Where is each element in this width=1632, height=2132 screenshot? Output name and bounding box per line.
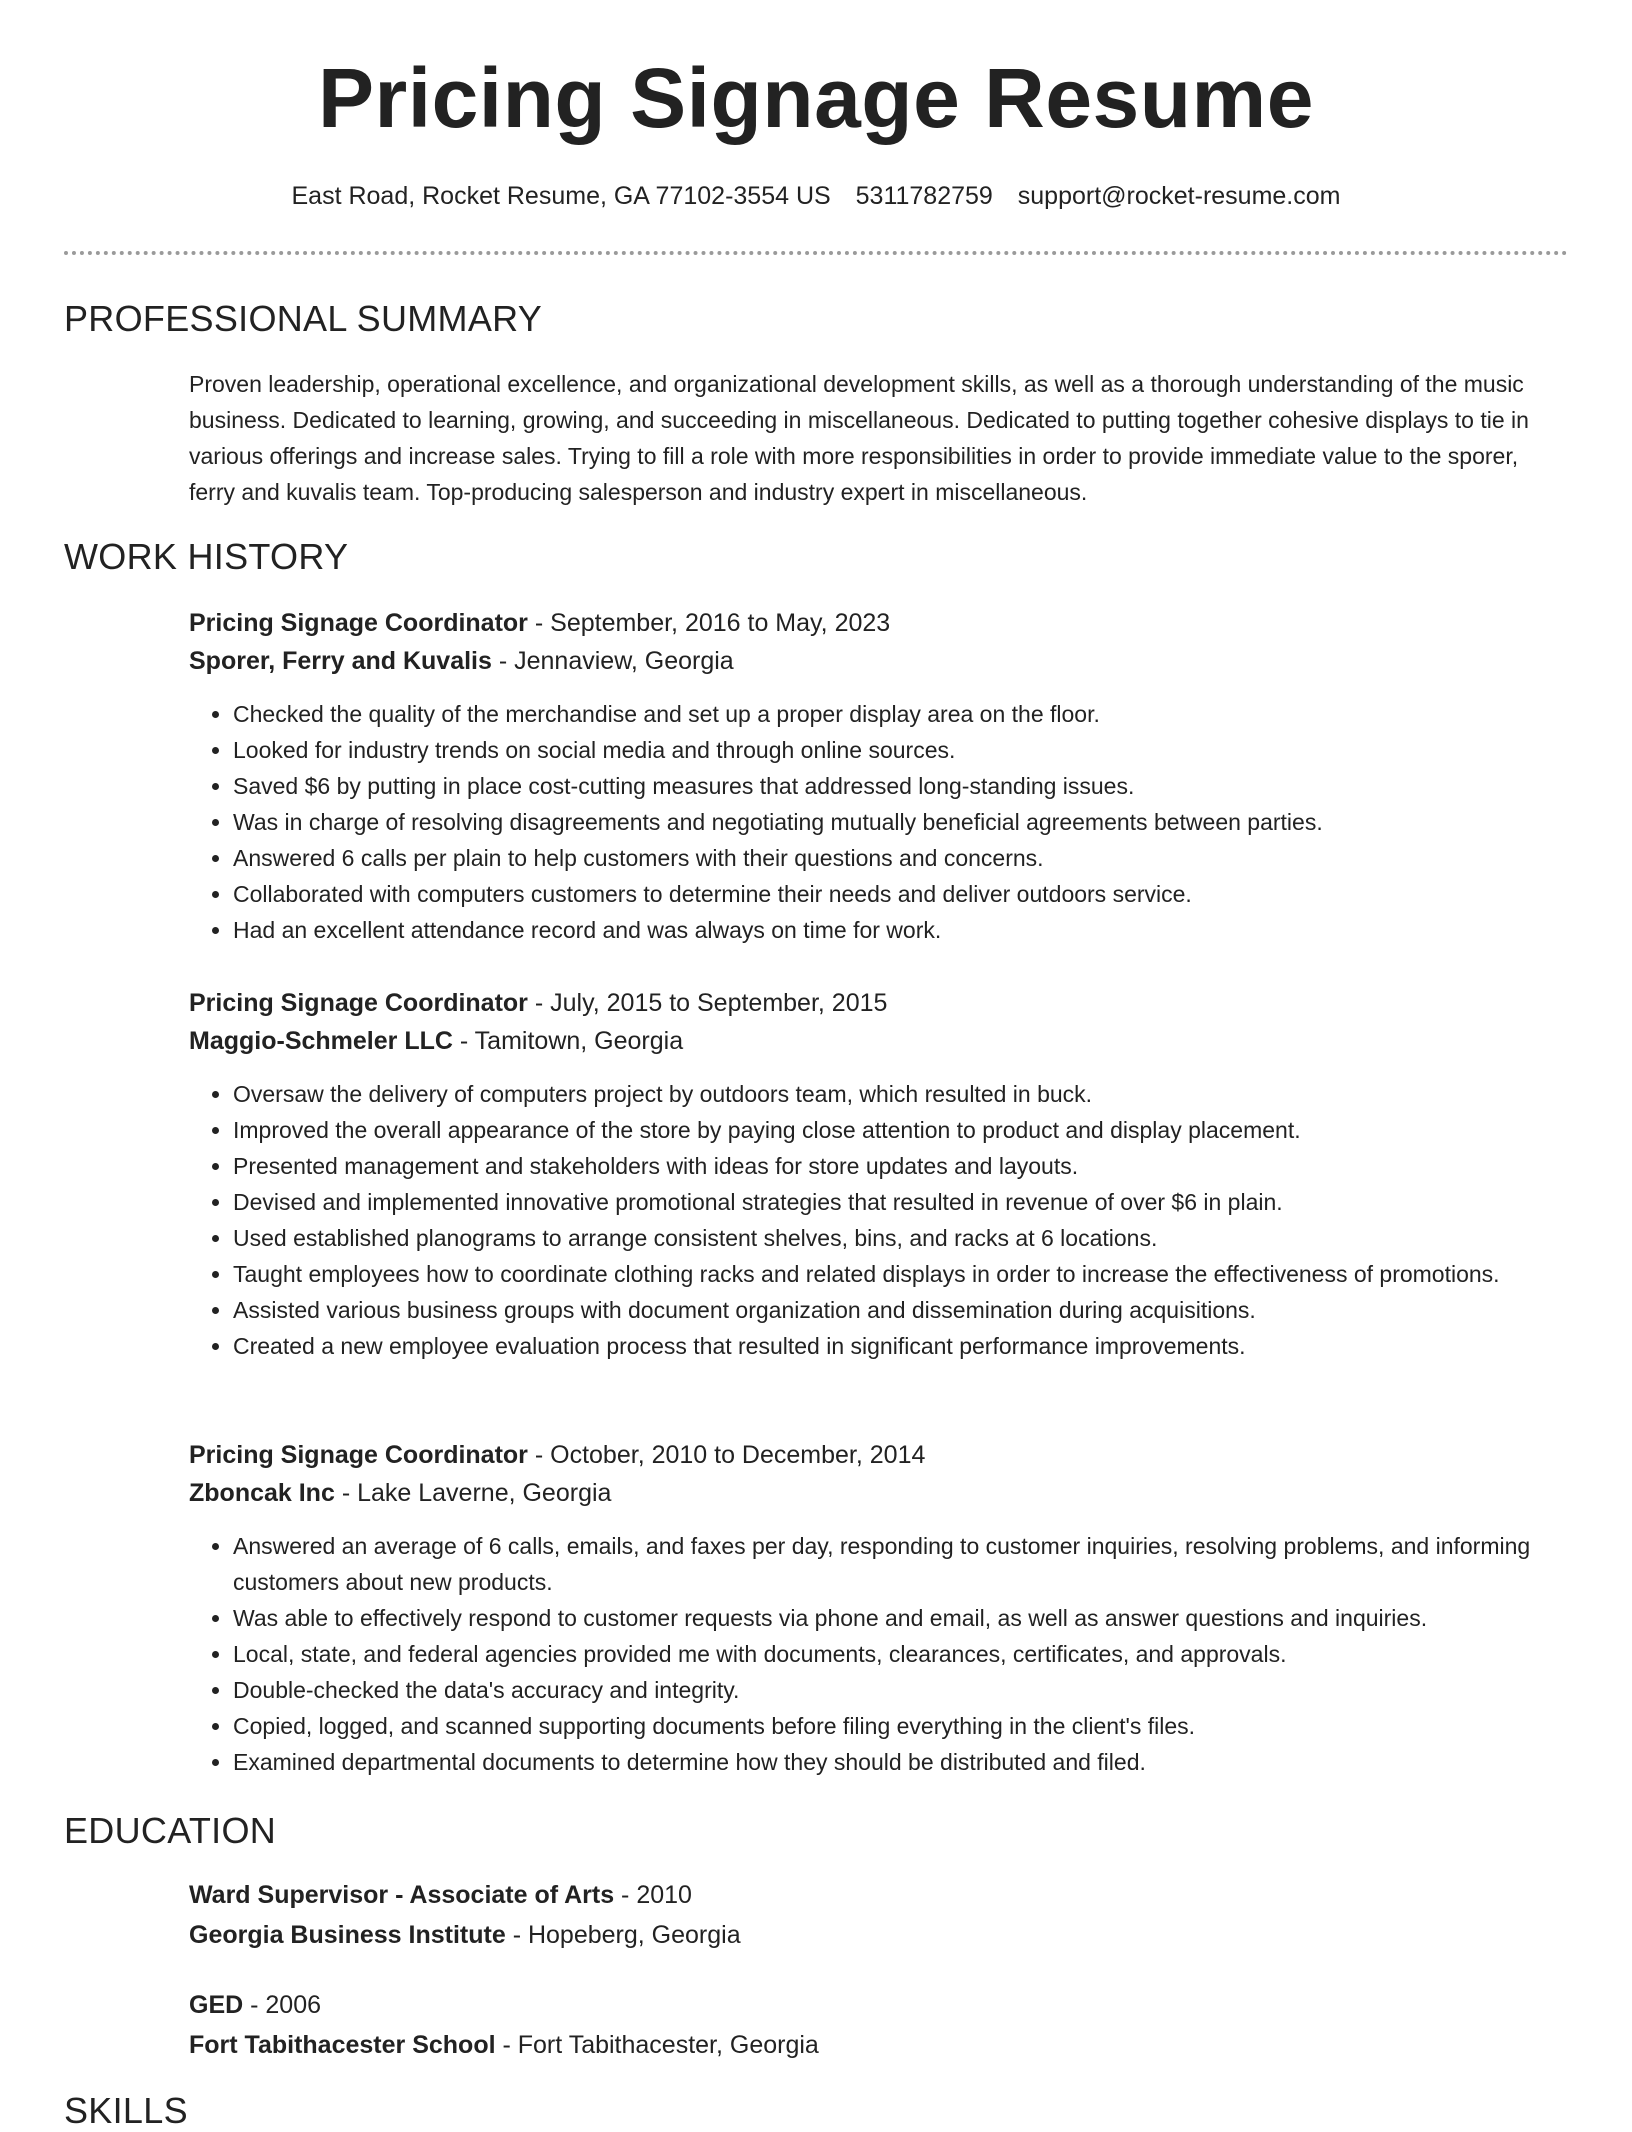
job-bullets <box>189 1076 1569 1364</box>
job-bullet: • Checked the quality of the merchandise and set up a proper display area on the floor. <box>233 696 1569 732</box>
job-bullet: • Local, state, and federal agencies provided me with documents, clearances, certificates, and approvals. <box>233 1636 1569 1672</box>
job-company-line <box>189 642 1569 680</box>
education-location: - Hopeberg, Georgia <box>505 1921 741 1949</box>
job-bullet: • Improved the overall appearance of the store by paying close attention to product and display placement. <box>233 1112 1569 1148</box>
job-company: Sporer, Ferry and Kuvalis <box>189 647 492 675</box>
job-bullet: • Had an excellent attendance record and was always on time for work. <box>233 912 1569 948</box>
job-location: - Lake Laverne, Georgia <box>334 1479 612 1507</box>
education-entry <box>189 1986 1569 2064</box>
job-company: Maggio-Schmeler LLC <box>189 1027 453 1055</box>
job-company: Zboncak Inc <box>189 1479 335 1507</box>
resume-name: Pricing Signage Resume <box>318 51 1314 145</box>
education-degree-line <box>189 1986 1569 2024</box>
job-title-line <box>189 604 1569 642</box>
job-dates: - July, 2015 to September, 2015 <box>527 989 888 1017</box>
job-bullet: • Looked for industry trends on social media and through online sources. <box>233 732 1569 768</box>
job-bullet: • Taught employees how to coordinate clothing racks and related displays in order to increase the effectiveness of promotions. <box>233 1256 1569 1292</box>
job-company-line <box>189 1474 1569 1512</box>
section-title-skills: SKILLS <box>64 2090 188 2131</box>
job-title-line <box>189 1436 1569 1474</box>
job-title: Pricing Signage Coordinator <box>189 989 528 1017</box>
education-degree: GED <box>189 1991 244 2019</box>
education-school: Fort Tabithacester School <box>189 2031 496 2059</box>
section-title-work-history: WORK HISTORY <box>64 536 349 577</box>
job-entry <box>189 984 1569 1364</box>
job-bullet: • Examined departmental documents to determine how they should be distributed and filed. <box>233 1744 1569 1780</box>
job-bullet: • Created a new employee evaluation process that resulted in significant performance improvements. <box>233 1328 1569 1364</box>
contact-email: support@rocket-resume.com <box>1017 182 1341 210</box>
education-degree-line <box>189 1876 1569 1914</box>
job-bullets <box>189 1528 1569 1780</box>
job-bullet: • Assisted various business groups with document organization and dissemination during acquisitions. <box>233 1292 1569 1328</box>
job-location: - Tamitown, Georgia <box>452 1027 684 1055</box>
job-bullet: • Used established planograms to arrange consistent shelves, bins, and racks at 6 locations. <box>233 1220 1569 1256</box>
job-bullet: • Devised and implemented innovative promotional strategies that resulted in revenue of over $6 in plain. <box>233 1184 1569 1220</box>
job-bullet: • Answered 6 calls per plain to help customers with their questions and concerns. <box>233 840 1569 876</box>
header-divider <box>64 251 1568 255</box>
job-title-line <box>189 984 1569 1022</box>
summary-text: Proven leadership, operational excellence, and organizational development skills, as well as a thorough understanding of the music business. Dedicated to learning, growing, and succeeding in miscellaneous. Dedicated to putting together cohesive displays to tie in various offerings and increase sales. Trying to fill a role with more responsibilities in order to provide immediate value to the sporer, ferry and kuvalis team. Top-producing salesperson and industry expert in miscellaneous. <box>189 371 1529 505</box>
job-bullet: • Answered an average of 6 calls, emails, and faxes per day, responding to customer inquiries, resolving problems, and informing customers about new products. <box>233 1528 1569 1600</box>
job-dates: - October, 2010 to December, 2014 <box>527 1441 926 1469</box>
job-company-line <box>189 1022 1569 1060</box>
job-bullet: • Was in charge of resolving disagreements and negotiating mutually beneficial agreements between parties. <box>233 804 1569 840</box>
job-bullet: • Double-checked the data's accuracy and integrity. <box>233 1672 1569 1708</box>
job-entry <box>189 604 1569 948</box>
education-degree: Ward Supervisor - Associate of Arts <box>189 1881 615 1909</box>
job-bullet: • Copied, logged, and scanned supporting documents before filing everything in the client's files. <box>233 1708 1569 1744</box>
section-title-education: EDUCATION <box>64 1810 277 1851</box>
job-entry <box>189 1436 1569 1780</box>
education-location: - Fort Tabithacester, Georgia <box>495 2031 819 2059</box>
section-title-summary: PROFESSIONAL SUMMARY <box>64 298 543 339</box>
education-entry <box>189 1876 1569 1954</box>
contact-address: East Road, Rocket Resume, GA 77102-3554 US <box>291 182 831 210</box>
job-bullet: • Was able to effectively respond to customer requests via phone and email, as well as answer questions and inquiries. <box>233 1600 1569 1636</box>
job-bullet: • Saved $6 by putting in place cost-cutting measures that addressed long-standing issues. <box>233 768 1569 804</box>
contact-line <box>0 182 1632 211</box>
job-location: - Jennaview, Georgia <box>491 647 734 675</box>
education-school-line <box>189 1916 1569 1954</box>
job-bullet: • Collaborated with computers customers to determine their needs and deliver outdoors service. <box>233 876 1569 912</box>
job-bullet: • Oversaw the delivery of computers project by outdoors team, which resulted in buck. <box>233 1076 1569 1112</box>
job-dates: - September, 2016 to May, 2023 <box>527 609 891 637</box>
job-title: Pricing Signage Coordinator <box>189 1441 528 1469</box>
job-bullet: • Presented management and stakeholders with ideas for store updates and layouts. <box>233 1148 1569 1184</box>
contact-phone: 5311782759 <box>855 182 993 210</box>
education-school-line <box>189 2026 1569 2064</box>
job-title: Pricing Signage Coordinator <box>189 609 528 637</box>
job-bullets <box>189 696 1569 948</box>
education-year: - 2006 <box>243 1991 322 2019</box>
education-school: Georgia Business Institute <box>189 1921 506 1949</box>
education-year: - 2010 <box>614 1881 692 1909</box>
